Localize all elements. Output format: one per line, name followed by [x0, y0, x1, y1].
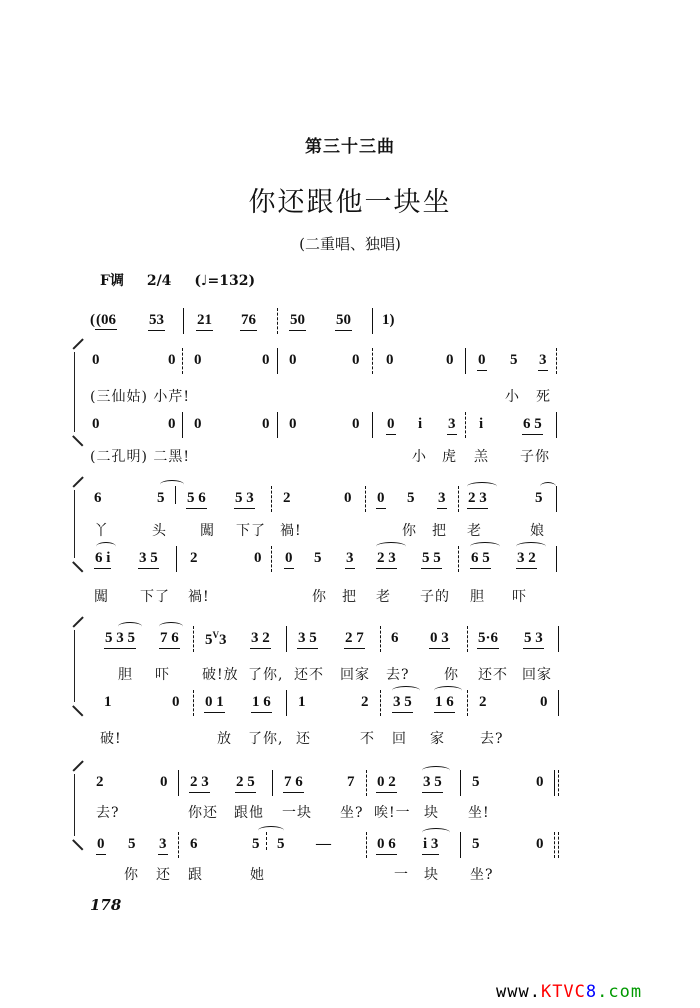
lyric: 去? [96, 805, 120, 821]
note-group: 50 [335, 312, 352, 331]
lyric: 家 [430, 731, 445, 747]
lyric: 你还 [188, 805, 218, 821]
note: $5^V3$ [205, 630, 227, 648]
barline [458, 486, 459, 512]
lyric: 把 [432, 523, 447, 539]
lyric: 一 [394, 867, 409, 883]
lyric: 还 [156, 867, 171, 883]
note: 1 6 [434, 694, 455, 713]
lyric: 块 [424, 805, 439, 821]
lyric: 老 [467, 523, 482, 539]
note: (06 [96, 312, 116, 328]
chapter-heading: 第三十三曲 [305, 137, 395, 157]
barline [178, 832, 179, 858]
slur [392, 686, 420, 695]
lyric: 回 [392, 731, 407, 747]
note: 0 [352, 416, 360, 432]
note: 5 5 [421, 550, 442, 569]
note: 5 [128, 836, 136, 852]
note: 3 5 [422, 774, 443, 793]
lyric: 子的 [420, 589, 450, 605]
note: 2 3 [189, 774, 210, 793]
lyric: 头 [152, 523, 167, 539]
watermark-eight: 8 [585, 982, 598, 1002]
lyric: 小 [412, 449, 427, 465]
barline [467, 690, 468, 716]
note: 7 6 [283, 774, 304, 793]
note: 0 [254, 550, 262, 566]
lyric: (三仙姑) 小芹! [90, 389, 190, 405]
note: 3 2 [516, 550, 537, 569]
note: 0 [262, 352, 270, 368]
watermark-ktvc: KTVC [540, 982, 586, 1002]
note: 2 3 [376, 550, 397, 569]
song-title: 你还跟他一块坐 [248, 187, 452, 218]
note-group: 53 [148, 312, 165, 331]
note: 0 [344, 490, 352, 506]
barline [271, 486, 272, 512]
barline [372, 308, 373, 334]
note: 0 [536, 836, 544, 852]
lyric: 坐! [468, 805, 490, 821]
lyric: 胆 [470, 589, 485, 605]
lyrics-lower [0, 864, 700, 886]
note: 3 [447, 416, 457, 435]
lyric: 还不 [478, 667, 508, 683]
barline [193, 690, 194, 716]
note: 0 [446, 352, 454, 368]
barline [458, 546, 459, 572]
watermark-www: www. [496, 982, 541, 1002]
lyric: 禍! [188, 589, 210, 605]
barline [183, 308, 184, 334]
note: 3 5 [297, 630, 318, 649]
note: 6 [190, 836, 198, 852]
note: 0 6 [376, 836, 397, 855]
note: 0 [262, 416, 270, 432]
staff-upper [0, 774, 700, 796]
barline [556, 546, 557, 572]
note: 3 [158, 836, 168, 855]
note: 2 [361, 694, 369, 710]
note: 5 [472, 774, 480, 790]
lyric: 吓 [155, 667, 170, 683]
note: 1 [298, 694, 306, 710]
note: 0 [92, 352, 100, 368]
note: 1 [104, 694, 112, 710]
sustain-dash: — [316, 836, 331, 852]
note: 0 [289, 416, 297, 432]
note: 0 [477, 352, 487, 371]
staff-lower [0, 550, 700, 572]
barline [271, 546, 272, 572]
note: 0 [160, 774, 168, 790]
note: 0 [168, 352, 176, 368]
lyric: 你 [444, 667, 459, 683]
lyric: 你 [402, 523, 417, 539]
slur [376, 542, 406, 551]
lyric: 闖 [200, 523, 215, 539]
note: 6 5 [522, 416, 543, 435]
slur [258, 826, 284, 835]
note-group: 76 [240, 312, 257, 331]
page-number: 178 [90, 896, 122, 914]
slur [470, 542, 500, 551]
barline [266, 832, 267, 850]
lyric: 跟他 [234, 805, 264, 821]
note: 2 [96, 774, 104, 790]
barline [277, 308, 278, 334]
barline [366, 832, 367, 858]
barline [277, 348, 278, 374]
final-barline [558, 770, 559, 796]
barline [460, 832, 461, 858]
barline [556, 412, 557, 438]
note: 0 [289, 352, 297, 368]
lyric: 娘 [530, 523, 545, 539]
lyric: 坐? [470, 867, 494, 883]
staff-upper [0, 490, 700, 512]
note: 0 [386, 352, 394, 368]
note: 7 [347, 774, 355, 790]
staff-upper [0, 352, 700, 374]
lyric: 禍! [280, 523, 302, 539]
note: 0 [284, 550, 294, 569]
barline [554, 832, 555, 858]
note: i [418, 416, 423, 432]
lyric: 还 [296, 731, 311, 747]
barline [558, 690, 559, 716]
note: 5 3 5 [104, 630, 136, 649]
lyric: 虎 [442, 449, 457, 465]
barline [176, 546, 177, 572]
lyrics-upper [0, 520, 700, 542]
lyric: 了你, [248, 667, 284, 683]
lyric: 小 [505, 389, 520, 405]
slur [118, 622, 142, 631]
lyric: 了你, [248, 731, 284, 747]
lyrics-lower [0, 586, 700, 608]
lyric: 回家 [340, 667, 370, 683]
note: i 3 [422, 836, 439, 855]
lyric: 一块 [282, 805, 312, 821]
note: 5 3 [523, 630, 544, 649]
note: 0 [92, 416, 100, 432]
barline [286, 690, 287, 716]
watermark [496, 982, 642, 1002]
lyric: 不 [360, 731, 375, 747]
time-signature: 2/4 [146, 273, 172, 289]
lyric: 唉!一 [374, 805, 411, 821]
note: 3 [538, 352, 548, 371]
staff-lower [0, 836, 700, 858]
lyric: 破! [100, 731, 122, 747]
lyric: 闖 [94, 589, 109, 605]
note: 5 [314, 550, 322, 566]
staff-lower [0, 416, 700, 438]
lyrics-lower [0, 728, 700, 750]
note: 0 [194, 416, 202, 432]
lyric: 去? [480, 731, 504, 747]
note: 0 [536, 774, 544, 790]
song-subtitle: (二重唱、独唱) [299, 235, 401, 253]
lyric: 你 [124, 867, 139, 883]
note: 5 [472, 836, 480, 852]
lyric: 她 [250, 867, 265, 883]
note: 1 6 [251, 694, 272, 713]
slur [159, 622, 183, 631]
note: 5 [510, 352, 518, 368]
watermark-com: .com [597, 982, 643, 1002]
note-group: 50 [289, 312, 306, 331]
barline [460, 770, 461, 796]
note: 7 6 [159, 630, 180, 649]
barline [365, 486, 366, 512]
lyric: 去? [386, 667, 410, 683]
slur [422, 766, 450, 775]
note: 3 5 [138, 550, 159, 569]
note: 3 2 [250, 630, 271, 649]
note: i [479, 416, 484, 432]
slur [540, 482, 556, 491]
note: 5 [252, 836, 260, 852]
note: 6 [94, 490, 102, 506]
note: 0 2 [376, 774, 397, 793]
note: 2 5 [235, 774, 256, 793]
note: 5·6 [477, 630, 499, 649]
note: 6 i [94, 550, 111, 569]
note: 5 [277, 836, 285, 852]
lyric: 把 [342, 589, 357, 605]
lyric: 坐? [340, 805, 364, 821]
lyric: 死 [536, 389, 551, 405]
barline [380, 626, 381, 652]
barline [272, 770, 273, 796]
barline [372, 348, 373, 374]
note: 5 3 [234, 490, 255, 509]
note: 0 [352, 352, 360, 368]
note: 0 [172, 694, 180, 710]
slur [516, 542, 546, 551]
lyric: 羔 [474, 449, 489, 465]
barline [465, 348, 466, 374]
note: 5 [535, 490, 543, 506]
barline [277, 412, 278, 438]
note: 0 [168, 416, 176, 432]
barline [175, 486, 176, 504]
barline [558, 626, 559, 652]
lyric: 老 [376, 589, 391, 605]
barline [366, 770, 367, 796]
note: 0 [540, 694, 548, 710]
lyric: 下了 [140, 589, 170, 605]
lyrics-upper [0, 802, 700, 824]
lyric: 你 [312, 589, 327, 605]
note: 2 3 [467, 490, 488, 509]
key-signature [100, 270, 273, 290]
barline [556, 348, 557, 374]
barline [465, 412, 466, 438]
slur [160, 480, 184, 489]
barline [182, 348, 183, 374]
note: 0 [96, 836, 106, 855]
intro-row [0, 312, 700, 334]
note: 5 [407, 490, 415, 506]
note: 6 5 [470, 550, 491, 569]
barline [372, 412, 373, 438]
note: 2 [479, 694, 487, 710]
staff-lower [0, 694, 700, 716]
lyric: 下了 [236, 523, 266, 539]
barline [286, 626, 287, 652]
note: 6 [391, 630, 399, 646]
note-group: 21 [196, 312, 213, 331]
note: 2 [283, 490, 291, 506]
lyrics-upper [0, 386, 700, 408]
note-group: ((06 [90, 312, 116, 328]
note: 0 [386, 416, 396, 435]
note: 5 6 [186, 490, 207, 509]
lyrics-upper [0, 664, 700, 686]
staff-upper [0, 630, 700, 652]
note: 0 [376, 490, 386, 509]
note: 3 5 [392, 694, 413, 713]
slur [467, 482, 497, 491]
note: 0 1 [204, 694, 225, 713]
lyric: 吓 [512, 589, 527, 605]
barline [467, 626, 468, 652]
barline [380, 690, 381, 716]
slur [422, 828, 450, 837]
lyric: 胆 [118, 667, 133, 683]
note: 2 7 [344, 630, 365, 649]
barline [554, 770, 555, 796]
lyric: 回家 [522, 667, 552, 683]
lyric: 放 [217, 731, 232, 747]
slur [434, 686, 462, 695]
lyric: 块 [424, 867, 439, 883]
note: 3 [345, 550, 355, 569]
note: 0 [194, 352, 202, 368]
note: 5 [157, 490, 165, 506]
lyric: 丫 [94, 523, 109, 539]
key: F调 [100, 273, 124, 289]
note: 0 3 [429, 630, 450, 649]
barline [556, 486, 557, 512]
lyric: 还不 [294, 667, 324, 683]
note-group: 1) [382, 312, 395, 328]
barline [182, 412, 183, 438]
lyric: 子你 [520, 449, 550, 465]
lyric: (二孔明) 二黑! [90, 449, 190, 465]
note: 2 [190, 550, 198, 566]
lyric: 跟 [188, 867, 203, 883]
lyrics-lower [0, 446, 700, 468]
barline [178, 770, 179, 796]
tempo: (♩=132) [194, 273, 256, 289]
note: 3 [437, 490, 447, 509]
slur [96, 542, 116, 551]
final-barline [558, 832, 559, 858]
barline [193, 626, 194, 652]
lyric: 破!放 [202, 667, 239, 683]
